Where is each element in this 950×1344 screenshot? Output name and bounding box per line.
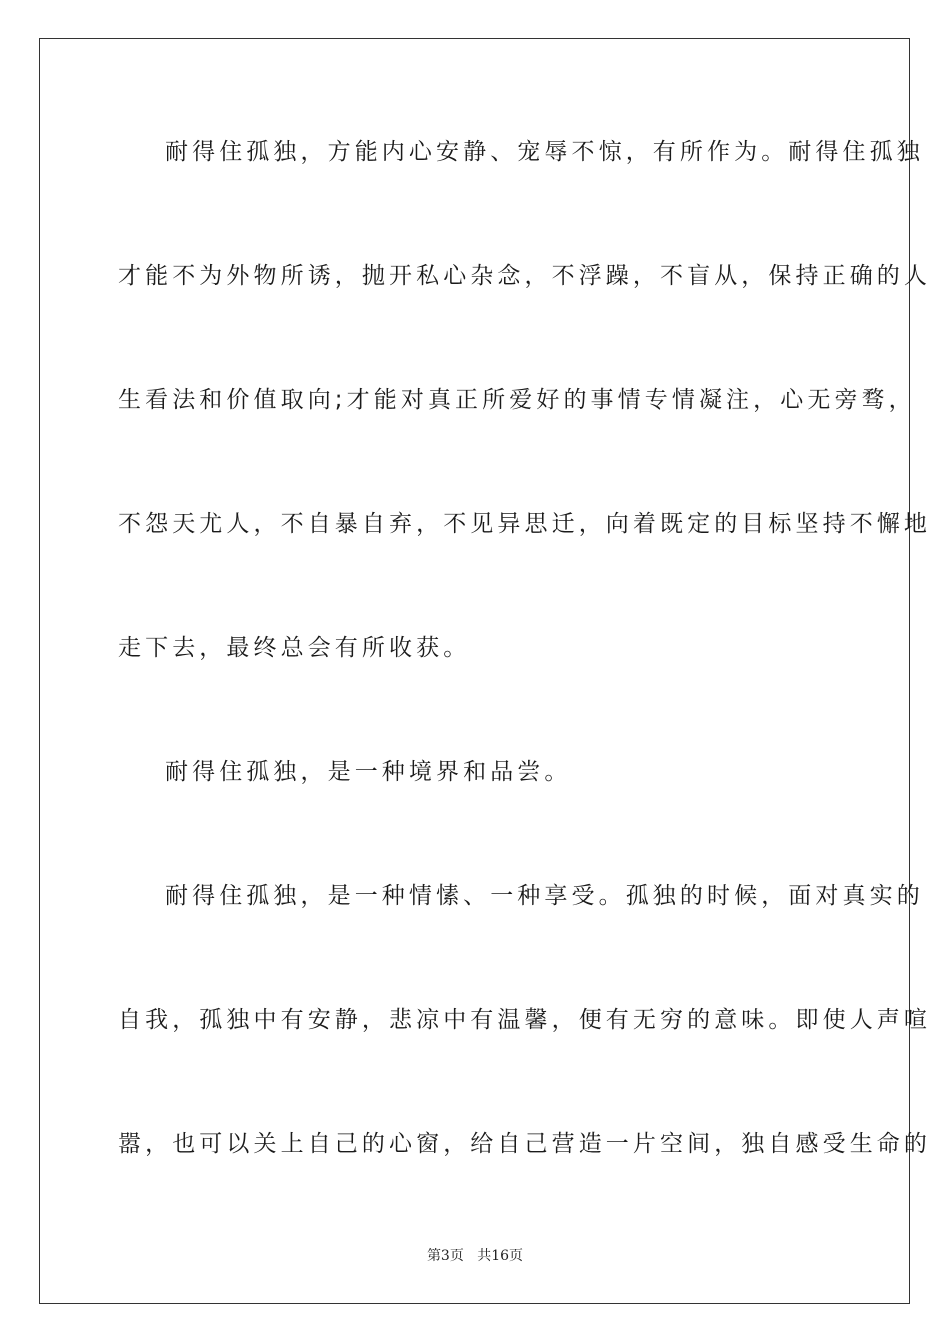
page-footer <box>0 1247 950 1265</box>
total-pages: 共16页 <box>477 1248 524 1264</box>
paragraph-1-line-3: 生看法和价值取向;才能对真正所爱好的事情专情凝注，心无旁骛， <box>118 387 916 413</box>
page-number: 第3页 <box>426 1248 464 1264</box>
paragraph-1-line-2: 才能不为外物所诱，抛开私心杂念，不浮躁，不盲从，保持正确的人 <box>118 263 931 289</box>
paragraph-1-line-4: 不怨天尤人，不自暴自弃，不见异思迁，向着既定的目标坚持不懈地 <box>118 511 931 537</box>
paragraph-1-line-1: 耐得住孤独，方能内心安静、宠辱不惊，有所作为。耐得住孤独 <box>165 139 924 165</box>
paragraph-1-line-5: 走下去，最终总会有所收获。 <box>118 635 471 661</box>
paragraph-3-line-2: 自我，孤独中有安静，悲凉中有温馨，便有无穷的意味。即使人声喧 <box>118 1007 931 1033</box>
page-border <box>39 38 910 1304</box>
paragraph-2-line-1: 耐得住孤独，是一种境界和品尝。 <box>165 759 572 785</box>
paragraph-3-line-3: 嚣，也可以关上自己的心窗，给自己营造一片空间，独自感受生命的 <box>118 1131 931 1157</box>
paragraph-3-line-1: 耐得住孤独，是一种情愫、一种享受。孤独的时候，面对真实的 <box>165 883 924 909</box>
